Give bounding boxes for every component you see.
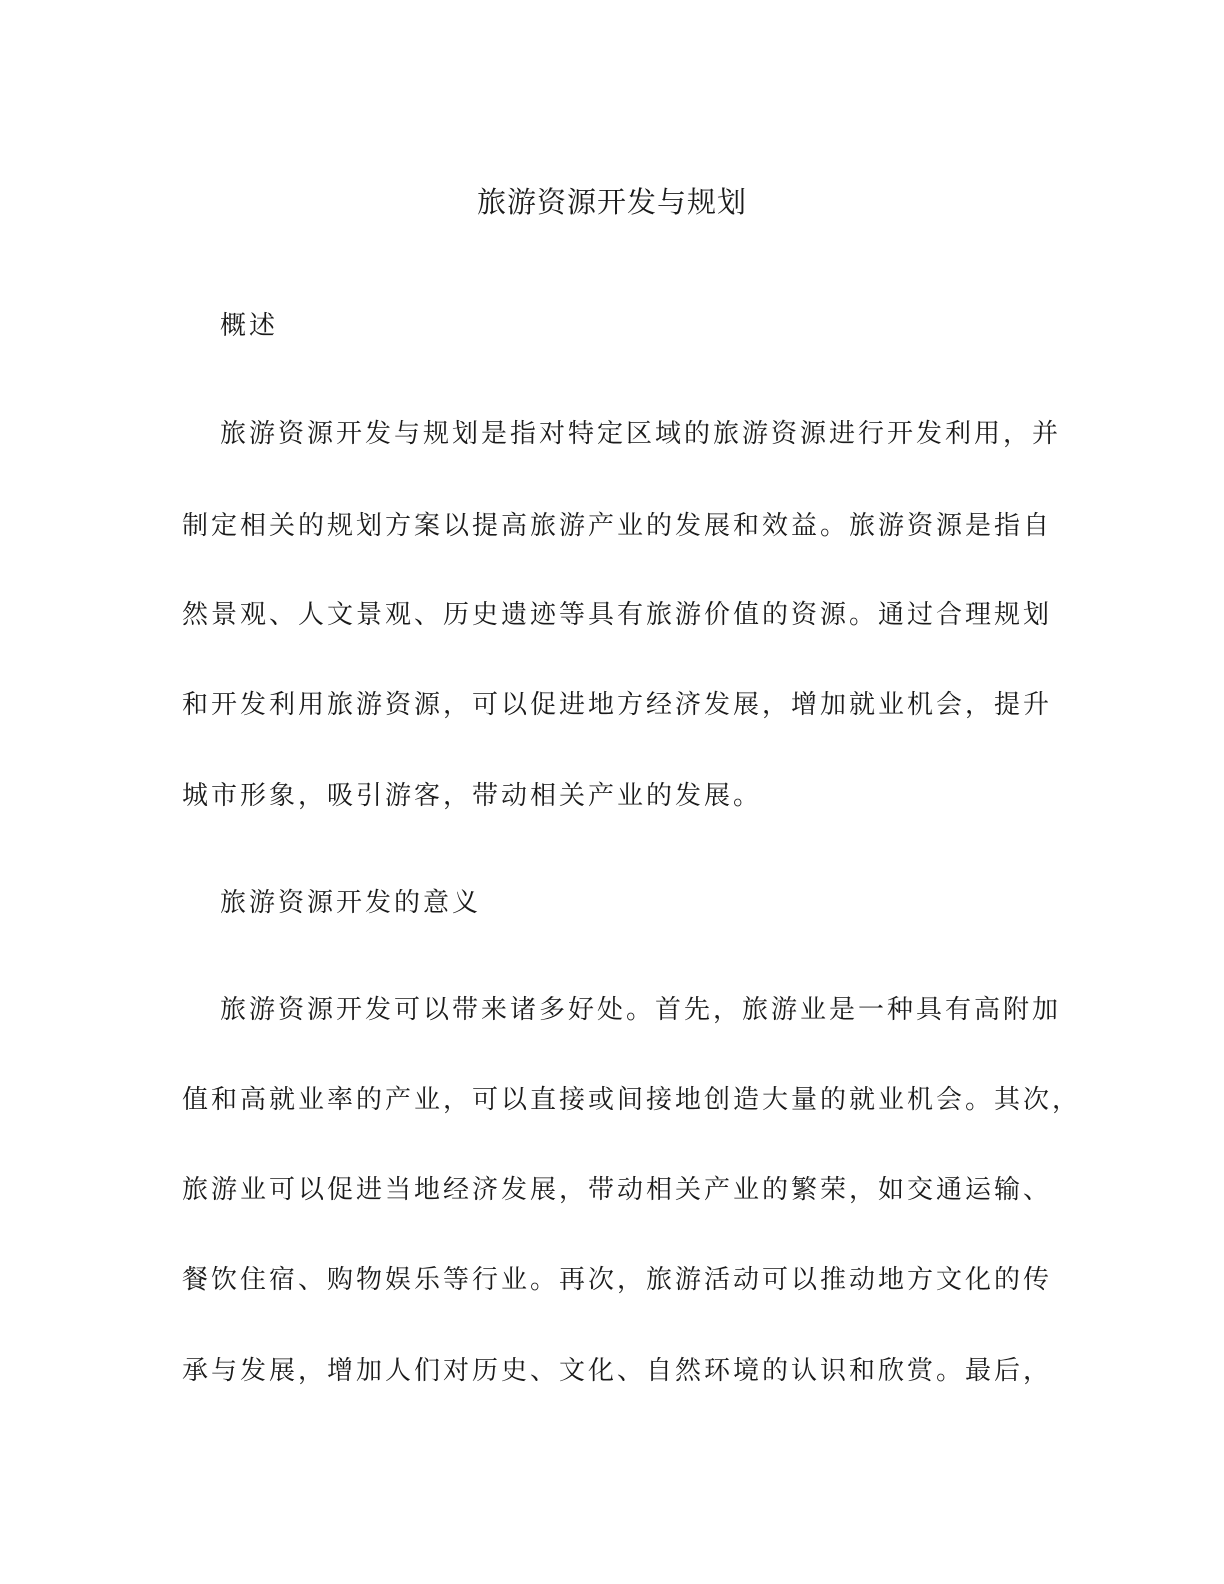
paragraph-line: 旅游资源开发与规划是指对特定区域的旅游资源进行开发利用，并 (220, 419, 1062, 449)
paragraph-line: 餐饮住宿、购物娱乐等行业。再次，旅游活动可以推动地方文化的传 (182, 1265, 1053, 1295)
paragraph-line: 旅游资源开发可以带来诸多好处。首先，旅游业是一种具有高附加 (220, 995, 1062, 1025)
paragraph-line: 承与发展，增加人们对历史、文化、自然环境的认识和欣赏。最后， (182, 1356, 1053, 1386)
paragraph-line: 和开发利用旅游资源，可以促进地方经济发展，增加就业机会，提升 (182, 690, 1053, 720)
paragraph-line: 值和高就业率的产业，可以直接或间接地创造大量的就业机会。其次， (182, 1085, 1082, 1115)
paragraph-line: 然景观、人文景观、历史遗迹等具有旅游价值的资源。通过合理规划 (182, 600, 1053, 630)
section-heading-overview: 概述 (220, 311, 279, 341)
paragraph-line: 城市形象，吸引游客，带动相关产业的发展。 (182, 781, 763, 811)
paragraph-line: 旅游业可以促进当地经济发展，带动相关产业的繁荣，如交通运输、 (182, 1175, 1053, 1205)
section-heading-significance: 旅游资源开发的意义 (220, 888, 482, 918)
page-title: 旅游资源开发与规划 (476, 185, 747, 219)
paragraph-line: 制定相关的规划方案以提高旅游产业的发展和效益。旅游资源是指自 (182, 511, 1053, 541)
